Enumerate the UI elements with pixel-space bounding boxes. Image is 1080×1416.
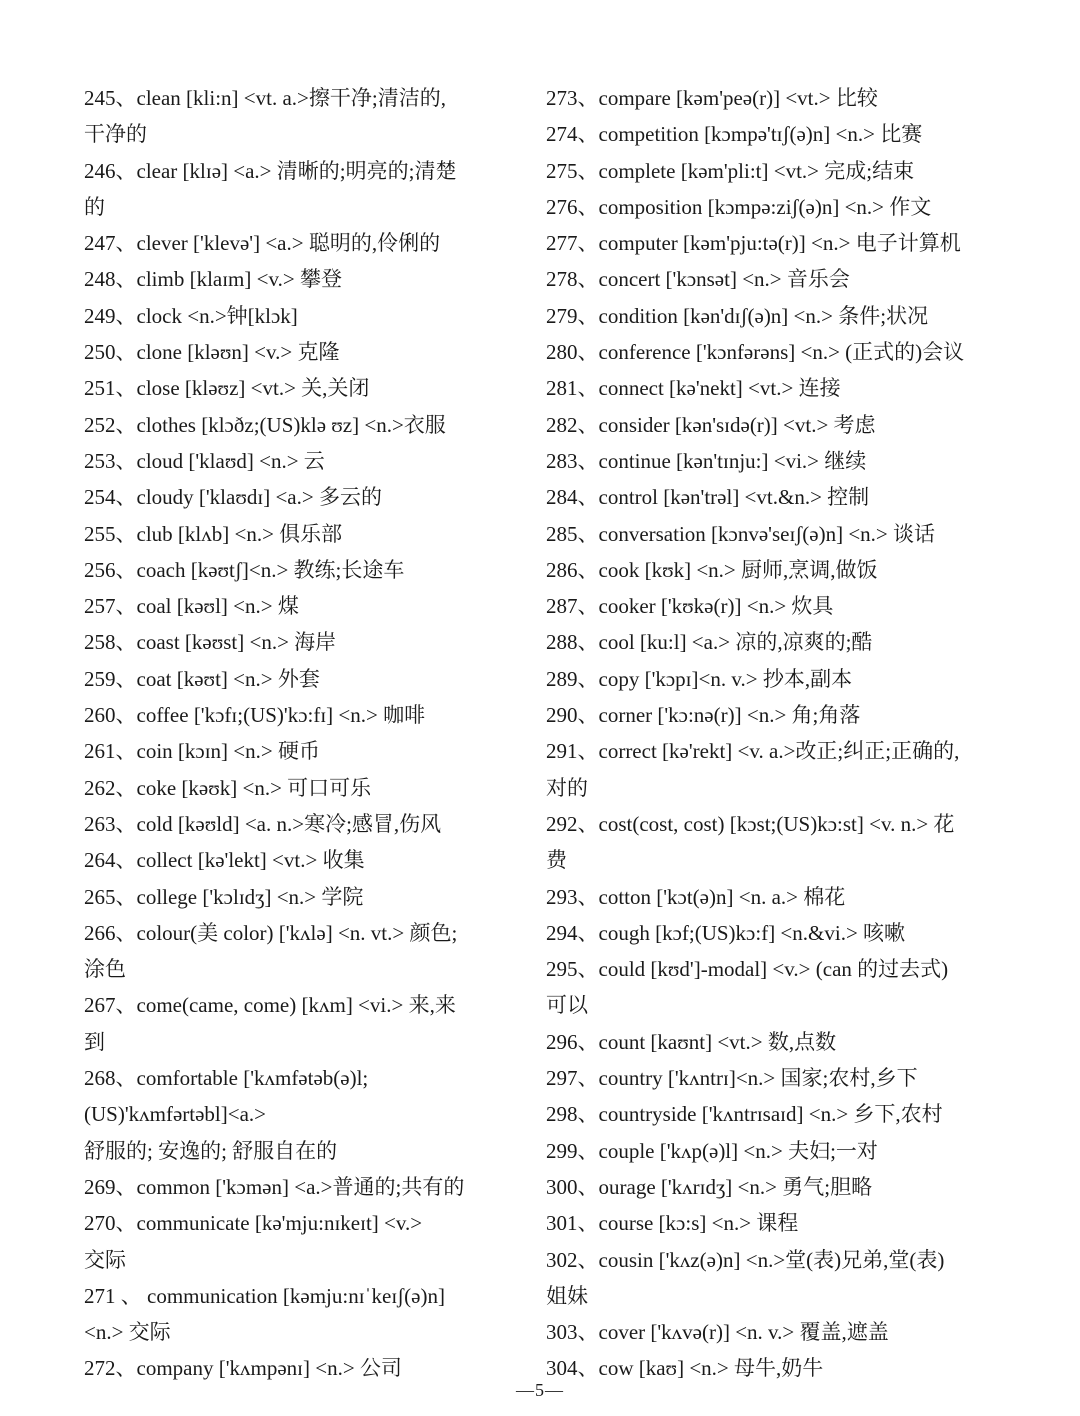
vocab-entry: 296、count [kaʊnt] <vt.> 数,点数 (546, 1029, 837, 1054)
vocab-entry: 286、cook [kʊk] <n.> 厨师,烹调,做饭 (546, 557, 878, 582)
vocab-entry: 301、course [kɔ:s] <n.> 课程 (546, 1211, 799, 1236)
vocab-entry: 285、conversation [kɔnvə'seɪʃ(ə)n] <n.> 谈话 (546, 521, 936, 546)
vocab-entry: 246、clear [klɪə] <a.> 清晰的;明亮的;清楚 的 (84, 158, 457, 219)
vocab-entry: 282、consider [kən'sɪdə(r)] <vt.> 考虑 (546, 412, 876, 437)
vocab-entry: 302、cousin ['kʌz(ə)n] <n.>堂(表)兄弟,堂(表) 姐妹 (546, 1247, 945, 1308)
vocab-entry: 279、condition [kən'dɪʃ(ə)n] <n.> 条件;状况 (546, 303, 929, 328)
vocab-entry: 284、control [kən'trəl] <vt.&n.> 控制 (546, 485, 870, 510)
vocab-entry: 262、coke [kəʊk] <n.> 可口可乐 (84, 775, 372, 800)
vocab-entry: 278、concert ['kɔnsət] <n.> 音乐会 (546, 267, 850, 292)
vocab-entry: 251、close [kləʊz] <vt.> 关,关闭 (84, 376, 370, 401)
vocab-entry: 271 、 communication [kəmju:nɪˈkeɪʃ(ə)n] <n.> 交际 (84, 1283, 445, 1345)
page-number: —5— (516, 1380, 564, 1400)
right-column (546, 80, 1002, 1387)
vocab-entry: 248、climb [klaɪm] <v.> 攀登 (84, 267, 342, 292)
vocab-entry: 260、coffee ['kɔfɪ;(US)'kɔ:fɪ] <n.> 咖啡 (84, 703, 426, 728)
vocab-entry: 297、country ['kʌntrɪ]<n.> 国家;农村,乡下 (546, 1066, 918, 1091)
vocab-entry: 287、cooker ['kʊkə(r)] <n.> 炊具 (546, 594, 834, 619)
vocab-entry: 281、connect [kə'nekt] <vt.> 连接 (546, 376, 841, 401)
vocab-entry: 304、cow [kaʊ] <n.> 母牛,奶牛 (546, 1356, 824, 1381)
vocab-entry: 261、coin [kɔɪn] <n.> 硬币 (84, 739, 320, 764)
left-column (84, 80, 514, 1387)
vocab-entry: 266、colour(美 color) ['kʌlə] <n. vt.> 颜色; 涂色 (84, 920, 458, 982)
vocab-entry: 250、clone [kləʊn] <v.> 克隆 (84, 340, 340, 365)
vocab-entry: 288、cool [ku:l] <a.> 凉的,凉爽的;酷 (546, 630, 873, 655)
vocab-entry: 264、collect [kə'lekt] <vt.> 收集 (84, 848, 365, 873)
vocab-entry: 289、copy ['kɔpɪ]<n. v.> 抄本,副本 (546, 666, 853, 691)
vocab-entry: 291、correct [kə'rekt] <v. a.>改正;纠正;正确的, 对的 (546, 739, 960, 800)
vocab-entry: 300、ourage ['kʌrɪdʒ] <n.> 勇气;胆略 (546, 1174, 873, 1199)
vocab-entry: 293、cotton ['kɔt(ə)n] <n. a.> 棉花 (546, 884, 846, 909)
vocab-entry: 259、coat [kəʊt] <n.> 外套 (84, 666, 320, 691)
vocab-entry: 277、computer [kəm'pju:tə(r)] <n.> 电子计算机 (546, 231, 961, 256)
vocab-entry: 255、club [klʌb] <n.> 俱乐部 (84, 521, 343, 546)
vocab-entry: 283、continue [kən'tɪnju:] <vi.> 继续 (546, 448, 867, 473)
vocab-entry: 249、clock <n.>钟[klɔk] (84, 303, 298, 328)
vocab-entry: 265、college ['kɔlɪdʒ] <n.> 学院 (84, 884, 364, 909)
vocab-entry: 299、couple ['kʌp(ə)l] <n.> 夫妇;一对 (546, 1138, 878, 1163)
vocab-entry: 245、clean [kli:n] <vt. a.>擦干净;清洁的, 干净的 (84, 86, 446, 147)
vocab-entry: 252、clothes [klɔðz;(US)klə ʊz] <n.>衣服 (84, 412, 446, 437)
vocab-entry: 256、coach [kəʊtʃ]<n.> 教练;长途车 (84, 557, 405, 582)
vocab-entry: 294、cough [kɔf;(US)kɔ:f] <n.&vi.> 咳嗽 (546, 920, 906, 945)
vocab-entry: 253、cloud ['klaʊd] <n.> 云 (84, 448, 325, 473)
vocab-entry: 273、compare [kəm'peə(r)] <vt.> 比较 (546, 86, 878, 110)
vocab-entry: 276、composition [kɔmpə:ziʃ(ə)n] <n.> 作文 (546, 194, 932, 219)
vocab-entry: 298、countryside ['kʌntrɪsaɪd] <n.> 乡下,农村 (546, 1102, 943, 1127)
vocab-entry: 290、corner ['kɔ:nə(r)] <n.> 角;角落 (546, 703, 861, 728)
vocab-entry: 254、cloudy ['klaʊdɪ] <a.> 多云的 (84, 485, 382, 510)
vocab-entry: 268、comfortable ['kʌmfətəb(ə)l; (US)'kʌmfərtəbl]<a.> 舒服的; 安逸的; 舒服自在的 (84, 1066, 369, 1163)
vocab-entry: 258、coast [kəʊst] <n.> 海岸 (84, 630, 337, 655)
vocab-entry: 269、common ['kɔmən] <a.>普通的;共有的 (84, 1174, 465, 1199)
vocab-entry: 270、communicate [kə'mju:nɪkeɪt] <v.> 交际 (84, 1211, 423, 1272)
vocab-entry: 275、complete [kəm'pli:t] <vt.> 完成;结束 (546, 158, 915, 183)
vocab-entry: 280、conference ['kɔnfərəns] <n.> (正式的)会议 (546, 340, 965, 365)
vocab-entry: 263、cold [kəʊld] <a. n.>寒冷;感冒,伤风 (84, 811, 442, 836)
vocab-entry: 267、come(came, come) [kʌm] <vi.> 来,来 到 (84, 993, 456, 1054)
vocab-entry: 292、cost(cost, cost) [kɔst;(US)kɔ:st] <v. n.> 花 费 (546, 811, 955, 873)
vocab-entry: 247、clever ['klevə'] <a.> 聪明的,伶俐的 (84, 231, 441, 256)
vocab-entry: 303、cover ['kʌvə(r)] <n. v.> 覆盖,遮盖 (546, 1320, 889, 1345)
vocab-entry: 257、coal [kəʊl] <n.> 煤 (84, 594, 299, 619)
vocab-entry: 295、could [kʊd']-modal] <v.> (can 的过去式) 可以 (546, 957, 949, 1018)
vocab-entry: 274、competition [kɔmpə'tɪʃ(ə)n] <n.> 比赛 (546, 122, 923, 147)
vocab-entry: 272、company ['kʌmpənɪ] <n.> 公司 (84, 1356, 402, 1381)
